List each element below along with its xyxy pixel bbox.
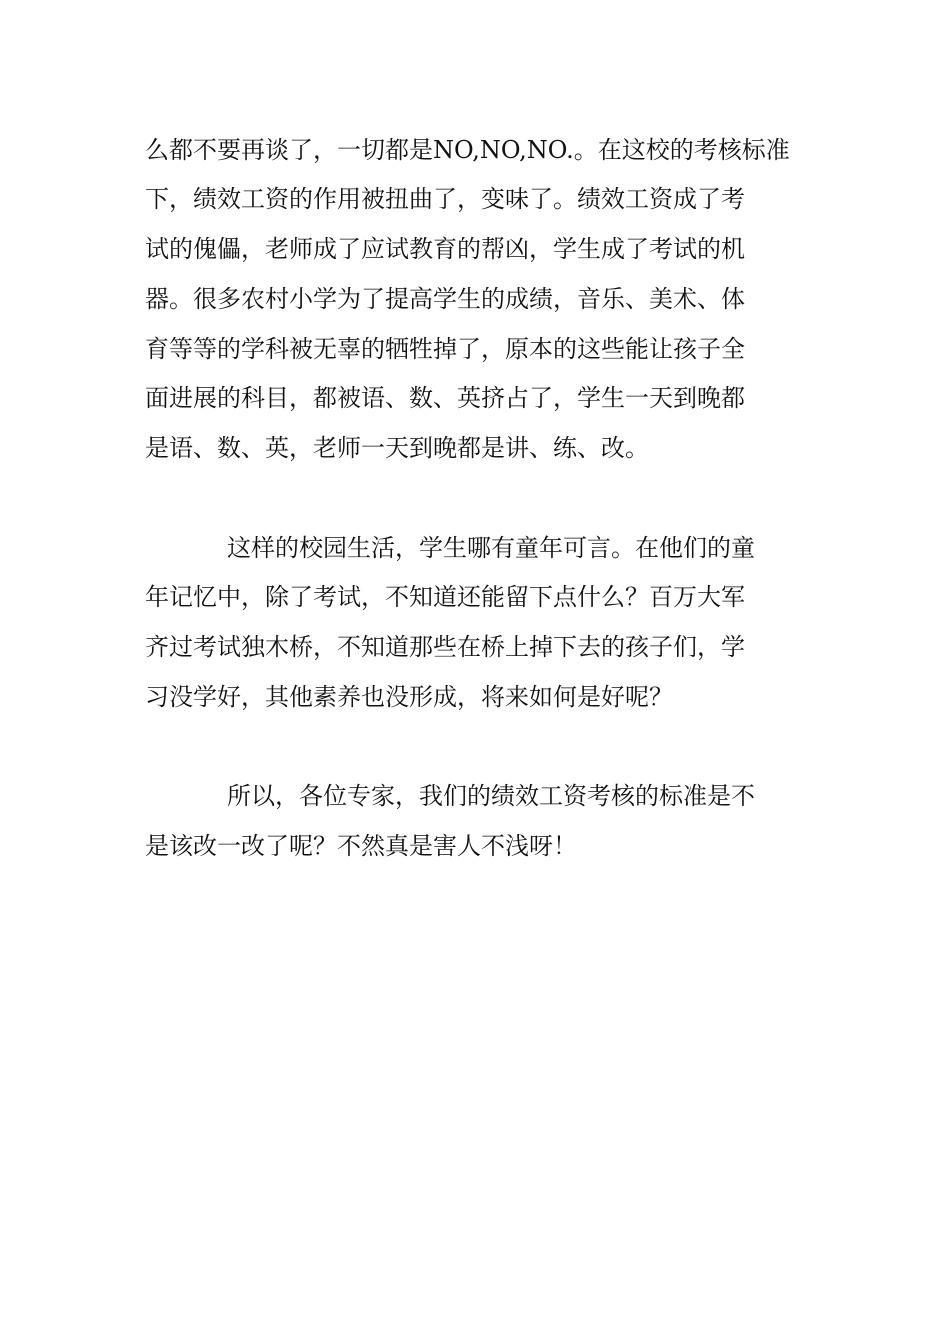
paragraph-1-line-5: 育等等的学科被无辜的牺牲掉了，原本的这些能让孩子全 xyxy=(145,335,745,363)
paragraph-2-line-4: 习没学好，其他素养也没形成，将来如何是好呢？ xyxy=(145,683,673,711)
paragraph-1-line-4: 器。很多农村小学为了提高学生的成绩，音乐、美术、体 xyxy=(145,285,745,313)
paragraph-2-line-3: 齐过考试独木桥，不知道那些在桥上掉下去的孩子们，学 xyxy=(145,633,745,661)
paragraph-2-line-2: 年记忆中，除了考试，不知道还能留下点什么？百万大军 xyxy=(145,583,745,611)
paragraph-1-line-6: 面进展的科目，都被语、数、英挤占了，学生一天到晚都 xyxy=(145,384,745,412)
paragraph-3-line-1: 所以，各位专家，我们的绩效工资考核的标准是不 xyxy=(227,782,755,810)
paragraph-1-line-1: 么都不要再谈了，一切都是NO,NO,NO.。在这校的考核标准 xyxy=(145,136,790,164)
paragraph-2-line-1: 这样的校园生活，学生哪有童年可言。在他们的童 xyxy=(227,534,755,562)
paragraph-1-line-7: 是语、数、英，老师一天到晚都是讲、练、改。 xyxy=(145,434,649,462)
paragraph-1-line-2: 下，绩效工资的作用被扭曲了，变味了。绩效工资成了考 xyxy=(145,185,745,213)
paragraph-3-line-2: 是该改一改了呢？不然真是害人不浅呀！ xyxy=(145,832,577,860)
paragraph-1-line-3: 试的傀儡，老师成了应试教育的帮凶，学生成了考试的机 xyxy=(145,235,745,263)
